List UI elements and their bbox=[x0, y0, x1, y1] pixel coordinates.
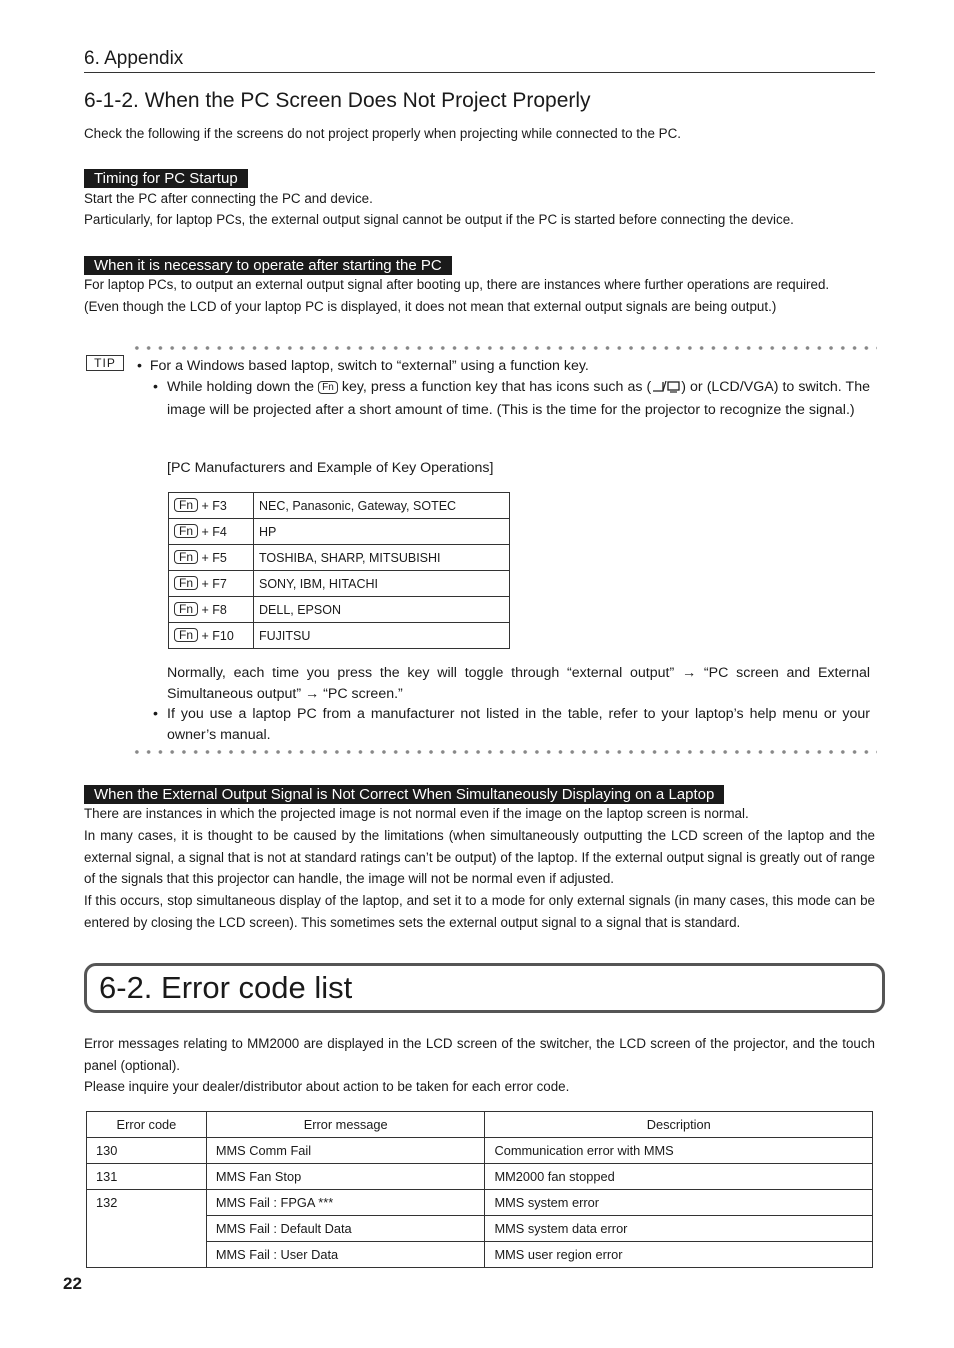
maker-cell: FUJITSU bbox=[254, 623, 510, 649]
key-cell bbox=[169, 571, 254, 597]
key-combo: + F4 bbox=[201, 525, 227, 539]
tip-bullet-2-part-a: While holding down the bbox=[167, 379, 315, 395]
toggle-text: Normally, each time you press the key will toggle through “external output” → “PC screen and External Simultaneous output” → “PC screen.” bbox=[167, 665, 870, 702]
operate-line-2: (Even though the LCD of your laptop PC is displayed, it does not mean that external output signals are being output.) bbox=[84, 299, 777, 314]
table-row bbox=[169, 545, 510, 571]
key-operation-table bbox=[168, 492, 510, 649]
simul-para-2: In many cases, it is thought to be caused by the limitations (when simultaneously outputting the LCD screen of the laptop and the external signal, a signal that is not at standard ratings can’t be output) of the laptop. If the external output signal is greatly out of range of the signals that this projector can handle, the image will not be normal even if adjusted. bbox=[84, 828, 875, 886]
key-combo: + F10 bbox=[201, 629, 234, 643]
error-message-cell: MMS Fan Stop bbox=[206, 1164, 485, 1190]
simul-heading: When the External Output Signal is Not Correct When Simultaneously Displaying on a Laptop bbox=[84, 785, 724, 804]
table-row bbox=[87, 1164, 873, 1190]
fn-key-icon: Fn bbox=[174, 524, 198, 538]
description-cell: Communication error with MMS bbox=[485, 1138, 873, 1164]
maker-cell: HP bbox=[254, 519, 510, 545]
error-list-title: 6-2. Error code list bbox=[84, 963, 885, 1013]
col-error-message: Error message bbox=[206, 1112, 485, 1138]
maker-cell: DELL, EPSON bbox=[254, 597, 510, 623]
operate-line-1: For laptop PCs, to output an external output signal after booting up, there are instances where further operations are required. bbox=[84, 277, 830, 292]
bullet-dot: • bbox=[153, 706, 158, 722]
table-row bbox=[169, 571, 510, 597]
tip-bullet-3: If you use a laptop PC from a manufacturer not listed in the table, refer to your laptop’s help menu or your owner’s manual. bbox=[167, 706, 870, 743]
description-cell: MMS user region error bbox=[485, 1242, 873, 1268]
table-row bbox=[87, 1138, 873, 1164]
error-message-cell: MMS Fail : Default Data bbox=[206, 1216, 485, 1242]
header-rule bbox=[84, 72, 875, 73]
key-cell bbox=[169, 545, 254, 571]
col-error-code: Error code bbox=[87, 1112, 207, 1138]
section-intro: Check the following if the screens do not project properly when projecting while connected to the PC. bbox=[84, 126, 681, 141]
maker-cell: NEC, Panasonic, Gateway, SOTEC bbox=[254, 493, 510, 519]
fn-key-icon: Fn bbox=[318, 381, 338, 394]
key-combo: + F7 bbox=[201, 577, 227, 591]
errors-para-1: Error messages relating to MM2000 are displayed in the LCD screen of the switcher, the LCD screen of the projector, and the touch panel (optional). bbox=[84, 1036, 875, 1073]
tip-top-divider bbox=[131, 345, 877, 351]
tip-badge: TIP bbox=[86, 355, 124, 371]
error-message-cell: MMS Fail : FPGA *** bbox=[206, 1190, 485, 1216]
description-cell: MMS system data error bbox=[485, 1216, 873, 1242]
simul-line-1: There are instances in which the projected image is not normal even if the image on the laptop screen is normal. bbox=[84, 806, 749, 821]
tip-bullet-1 bbox=[137, 356, 872, 377]
fn-key-icon: Fn bbox=[174, 602, 198, 616]
table-row bbox=[169, 623, 510, 649]
col-description: Description bbox=[485, 1112, 873, 1138]
fn-key-icon: Fn bbox=[174, 498, 198, 512]
tip-bullet-2 bbox=[167, 377, 870, 420]
error-code-table bbox=[86, 1111, 873, 1268]
tip-bullet-2-part-b: key, press a function key that has icons such as ( bbox=[341, 379, 652, 395]
error-code-cell: 131 bbox=[87, 1164, 207, 1190]
page-number: 22 bbox=[63, 1274, 82, 1293]
description-cell: MMS system error bbox=[485, 1190, 873, 1216]
tip-bullet-1-text: For a Windows based laptop, switch to “external” using a function key. bbox=[149, 358, 589, 374]
table-header-row bbox=[87, 1112, 873, 1138]
error-code-cell: 132 bbox=[87, 1190, 207, 1268]
operate-heading: When it is necessary to operate after starting the PC bbox=[84, 256, 452, 275]
error-code-cell: 130 bbox=[87, 1138, 207, 1164]
key-combo: + F3 bbox=[201, 499, 227, 513]
section-title: 6-1-2. When the PC Screen Does Not Project Properly bbox=[84, 89, 591, 112]
key-table-caption: [PC Manufacturers and Example of Key Operations] bbox=[167, 460, 494, 476]
startup-heading: Timing for PC Startup bbox=[84, 169, 248, 188]
error-message-cell: MMS Comm Fail bbox=[206, 1138, 485, 1164]
lcd-crt-icon bbox=[651, 379, 681, 400]
errors-para-2: Please inquire your dealer/distributor about action to be taken for each error code. bbox=[84, 1079, 570, 1094]
error-message-cell: MMS Fail : User Data bbox=[206, 1242, 485, 1268]
table-row bbox=[169, 493, 510, 519]
startup-line-2: Particularly, for laptop PCs, the external output signal cannot be output if the PC is started before connecting the device. bbox=[84, 212, 794, 227]
chapter-title: 6. Appendix bbox=[84, 48, 184, 69]
key-combo: + F8 bbox=[201, 603, 227, 617]
maker-cell: TOSHIBA, SHARP, MITSUBISHI bbox=[254, 545, 510, 571]
description-cell: MM2000 fan stopped bbox=[485, 1164, 873, 1190]
key-cell bbox=[169, 493, 254, 519]
fn-key-icon: Fn bbox=[174, 576, 198, 590]
simul-para-3: If this occurs, stop simultaneous display of the laptop, and set it to a mode for only external signals (in many cases, this mode can be entered by closing the LCD screen). This sometimes sets the external output signal to a signal that is standard. bbox=[84, 893, 875, 930]
fn-key-icon: Fn bbox=[174, 628, 198, 642]
bullet-dot: • bbox=[153, 379, 158, 395]
tip-bullet-2-part-c: ) or (LCD/VGA) to switch. The image will be projected after a short amount of time. (This is the time for the projector to recognize the signal.) bbox=[167, 379, 871, 418]
table-row bbox=[169, 519, 510, 545]
tip-bottom-divider bbox=[131, 749, 877, 755]
key-combo: + F5 bbox=[201, 551, 227, 565]
fn-key-icon: Fn bbox=[174, 550, 198, 564]
bullet-dot: • bbox=[137, 358, 142, 374]
startup-line-1: Start the PC after connecting the PC and device. bbox=[84, 191, 373, 206]
key-cell bbox=[169, 519, 254, 545]
key-cell bbox=[169, 597, 254, 623]
table-row bbox=[169, 597, 510, 623]
key-cell bbox=[169, 623, 254, 649]
table-row bbox=[87, 1190, 873, 1216]
maker-cell: SONY, IBM, HITACHI bbox=[254, 571, 510, 597]
